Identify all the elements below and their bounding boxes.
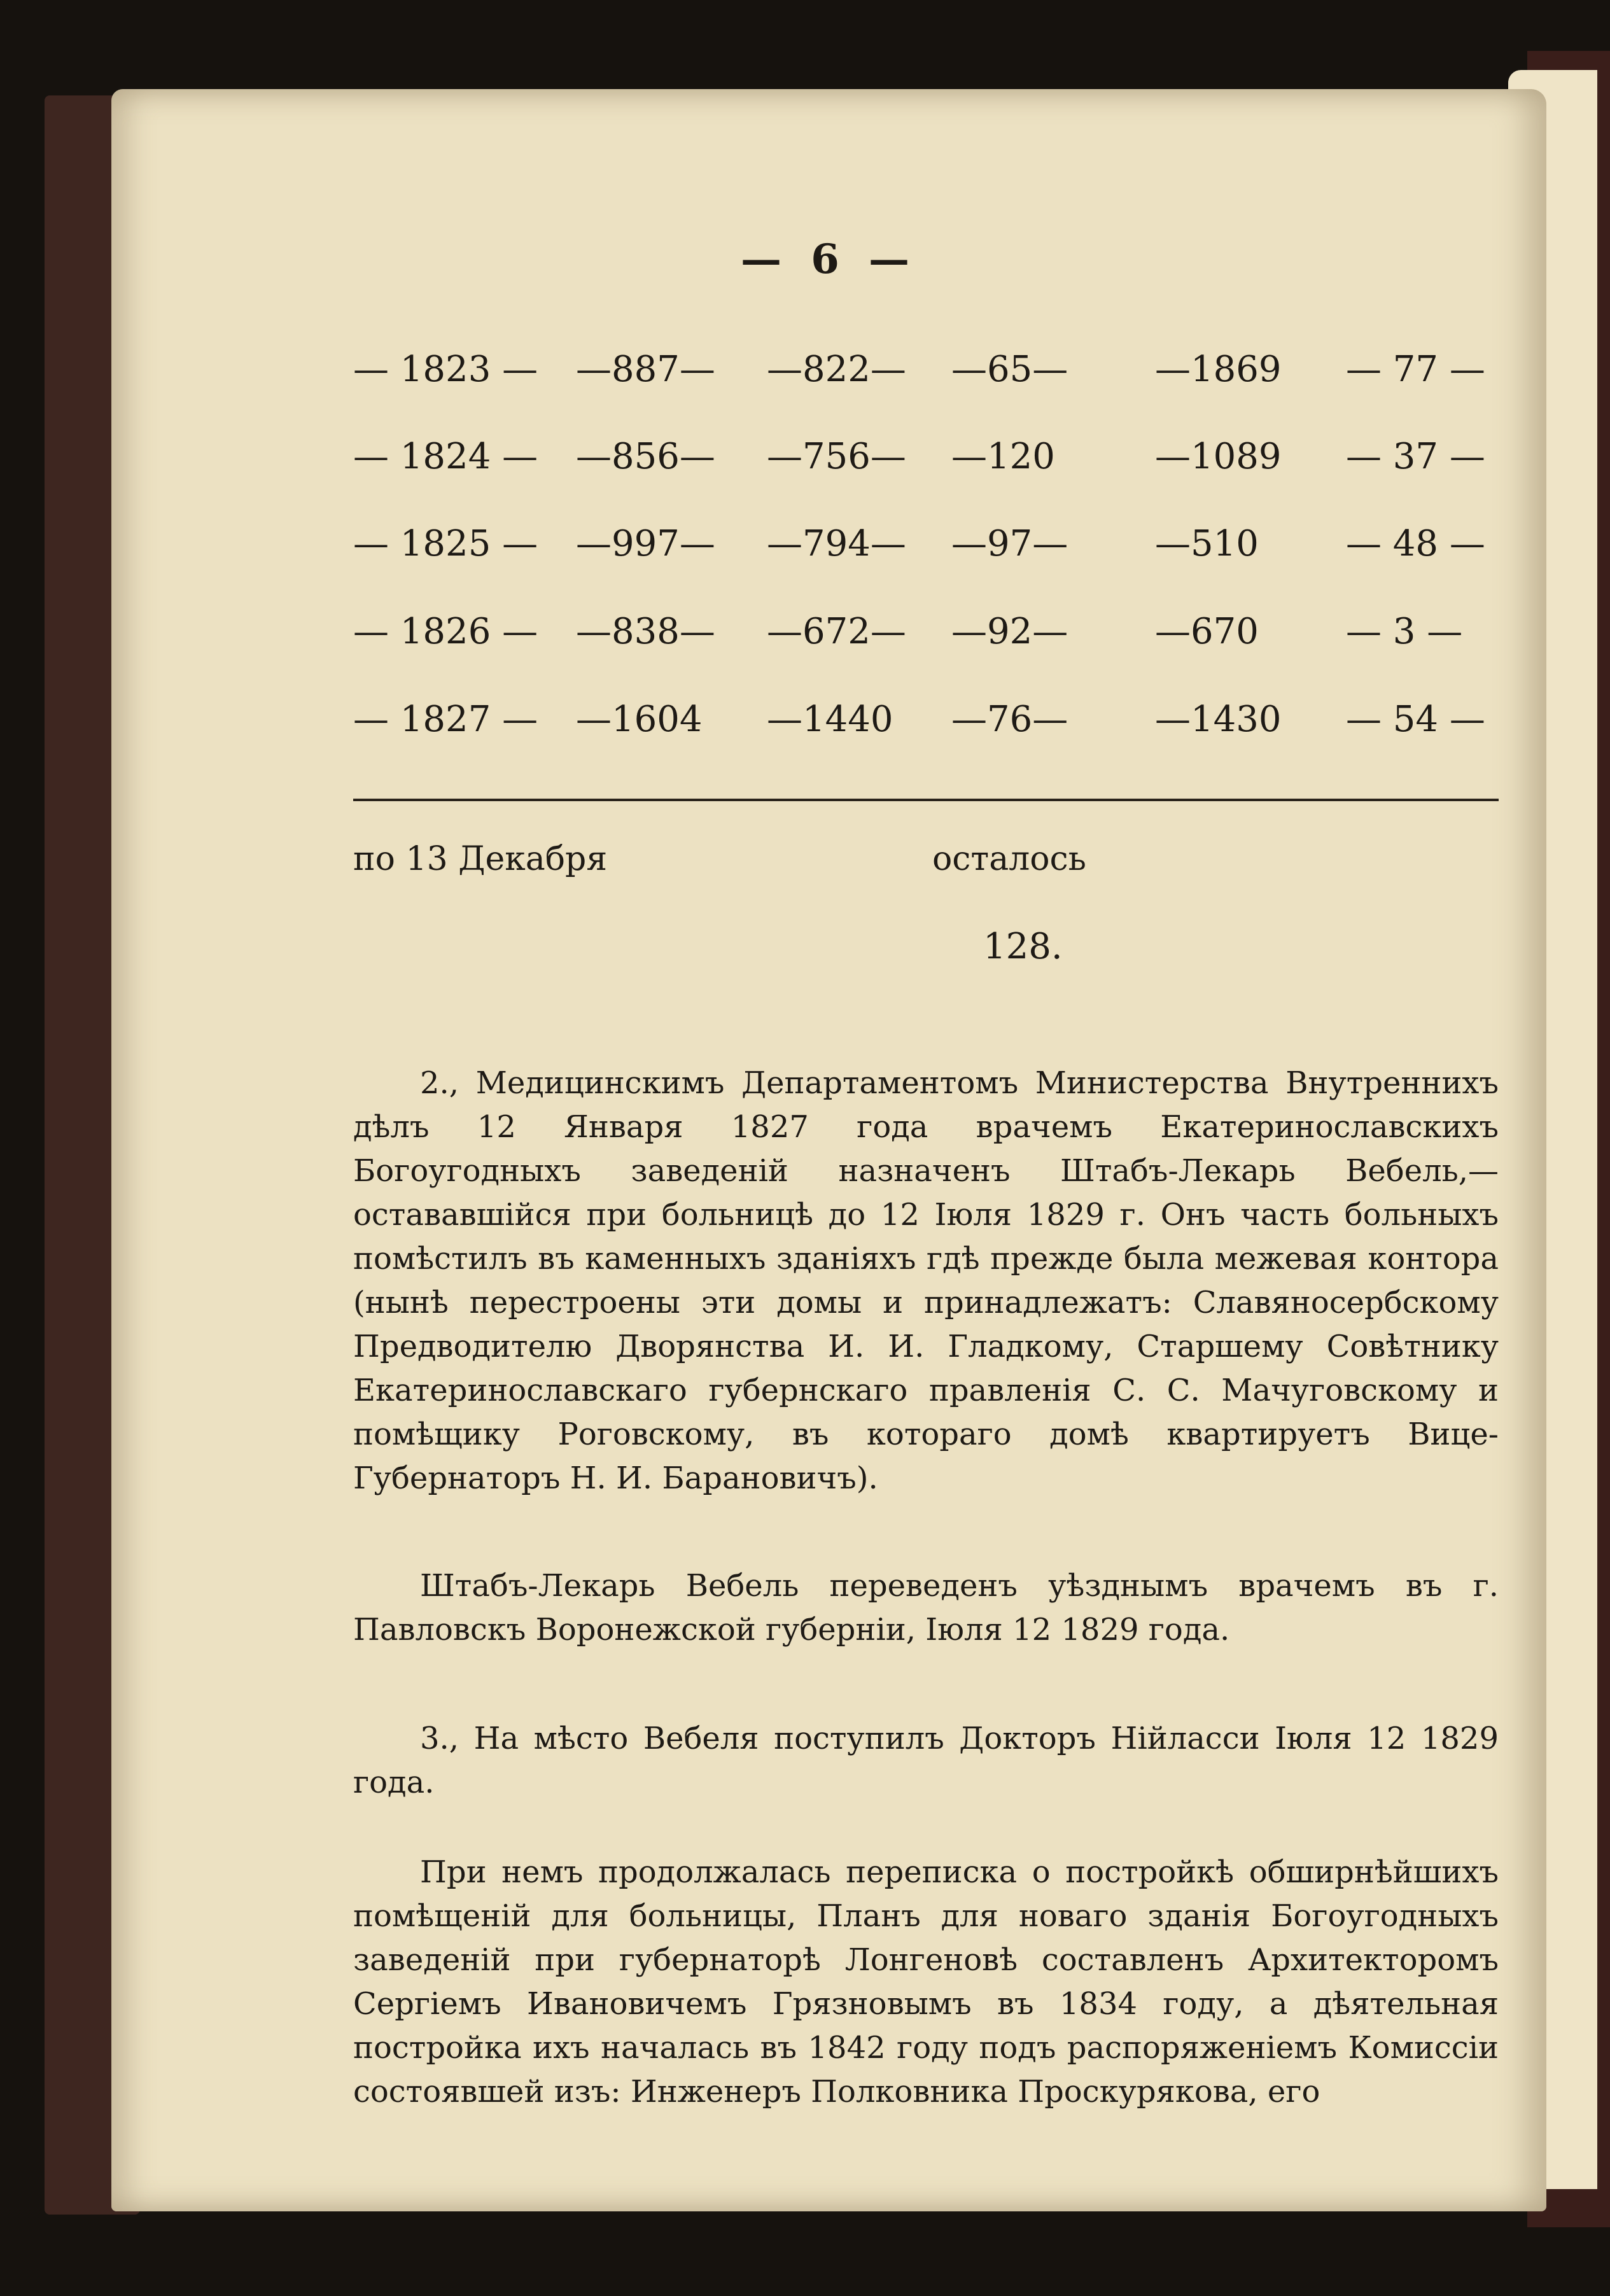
table-cell: — 1827 — (353, 699, 538, 740)
book-page (111, 89, 1546, 2211)
table-cell: —1089 (1155, 436, 1282, 477)
table-cell: — 48 — (1346, 523, 1485, 564)
table-cell: —1869 (1155, 349, 1282, 390)
page-number: — 6 — (740, 235, 918, 283)
table-rule (353, 799, 1499, 801)
table-cell: —794— (767, 523, 906, 564)
table-cell: —838— (576, 611, 715, 652)
paragraph: При немъ продолжалась переписка о постройкѣ обширнѣйшихъ помѣщеній для больницы, Планъ для новаго зданія Богоугодныхъ заведеній при губернаторѣ Лонгеновѣ составленъ Архитекторомъ Сергіемъ Ивановичемъ Грязновымъ въ 1834 году, а дѣятельная постройка ихъ началась въ 1842 году подъ распоряженіемъ Комиссіи состоявшей изъ: Инженеръ Полковника Проскурякова, его (353, 1854, 1499, 2110)
paragraph: 2., Медицинскимъ Департаментомъ Министерства Внутреннихъ дѣлъ 12 Января 1827 года врачемъ Екатеринославскихъ Богоугодныхъ заведеній назначенъ Штабъ-Лекарь Вебель,— остававшійся при больницѣ до 12 Іюля 1829 г. Онъ часть больныхъ помѣстилъ въ каменныхъ зданіяхъ гдѣ прежде была межевая контора (нынѣ перестроены эти домы и принадлежатъ: Славяносербскому Предводителю Дворянства И. И. Гладкому, Старшему Совѣтнику Екатеринославскаго губернскаго правленія С. С. Мачуговскому и помѣщику Роговскому, въ котораго домѣ квартируетъ Вице-Губернаторъ Н. И. Барановичъ). (353, 1065, 1499, 1496)
table-cell: —670 (1155, 611, 1259, 652)
table-cell: —120 (951, 436, 1055, 477)
table-cell: —1604 (576, 699, 703, 740)
table-cell: —887— (576, 349, 715, 390)
table-row (353, 611, 1499, 662)
table-cell: —856— (576, 436, 715, 477)
table-cell: —997— (576, 523, 715, 564)
table-cell: —756— (767, 436, 906, 477)
table-cell: — 37 — (1346, 436, 1485, 477)
remainder-value: 128. (983, 926, 1063, 967)
table-cell: — 1825 — (353, 523, 538, 564)
table-cell: —672— (767, 611, 906, 652)
table-row (353, 349, 1499, 400)
table-cell: — 1823 — (353, 349, 538, 390)
table-cell: — 77 — (1346, 349, 1485, 390)
table-cell: —1440 (767, 699, 893, 740)
paragraph: 3., На мѣсто Вебеля поступилъ Докторъ Нійласси Іюля 12 1829 года. (353, 1721, 1499, 1800)
table-cell: —97— (951, 523, 1068, 564)
table-cell: —822— (767, 349, 906, 390)
table-cell: —92— (951, 611, 1068, 652)
remainder-word: осталось (932, 840, 1086, 878)
remainder-label: по 13 Декабря (353, 840, 608, 878)
table-row (353, 699, 1499, 750)
table-cell: — 1826 — (353, 611, 538, 652)
table-cell: —76— (951, 699, 1068, 740)
table-cell: —65— (951, 349, 1068, 390)
table-cell: — 54 — (1346, 699, 1485, 740)
table-cell: —510 (1155, 523, 1259, 564)
table-row (353, 436, 1499, 487)
paragraph: Штабъ-Лекарь Вебель переведенъ уѣзднымъ врачемъ въ г. Павловскъ Воронежской губерніи, Іюля 12 1829 года. (353, 1568, 1499, 1648)
table-cell: —1430 (1155, 699, 1282, 740)
table-cell: — 3 — (1346, 611, 1463, 652)
table-cell: — 1824 — (353, 436, 538, 477)
table-row (353, 523, 1499, 574)
